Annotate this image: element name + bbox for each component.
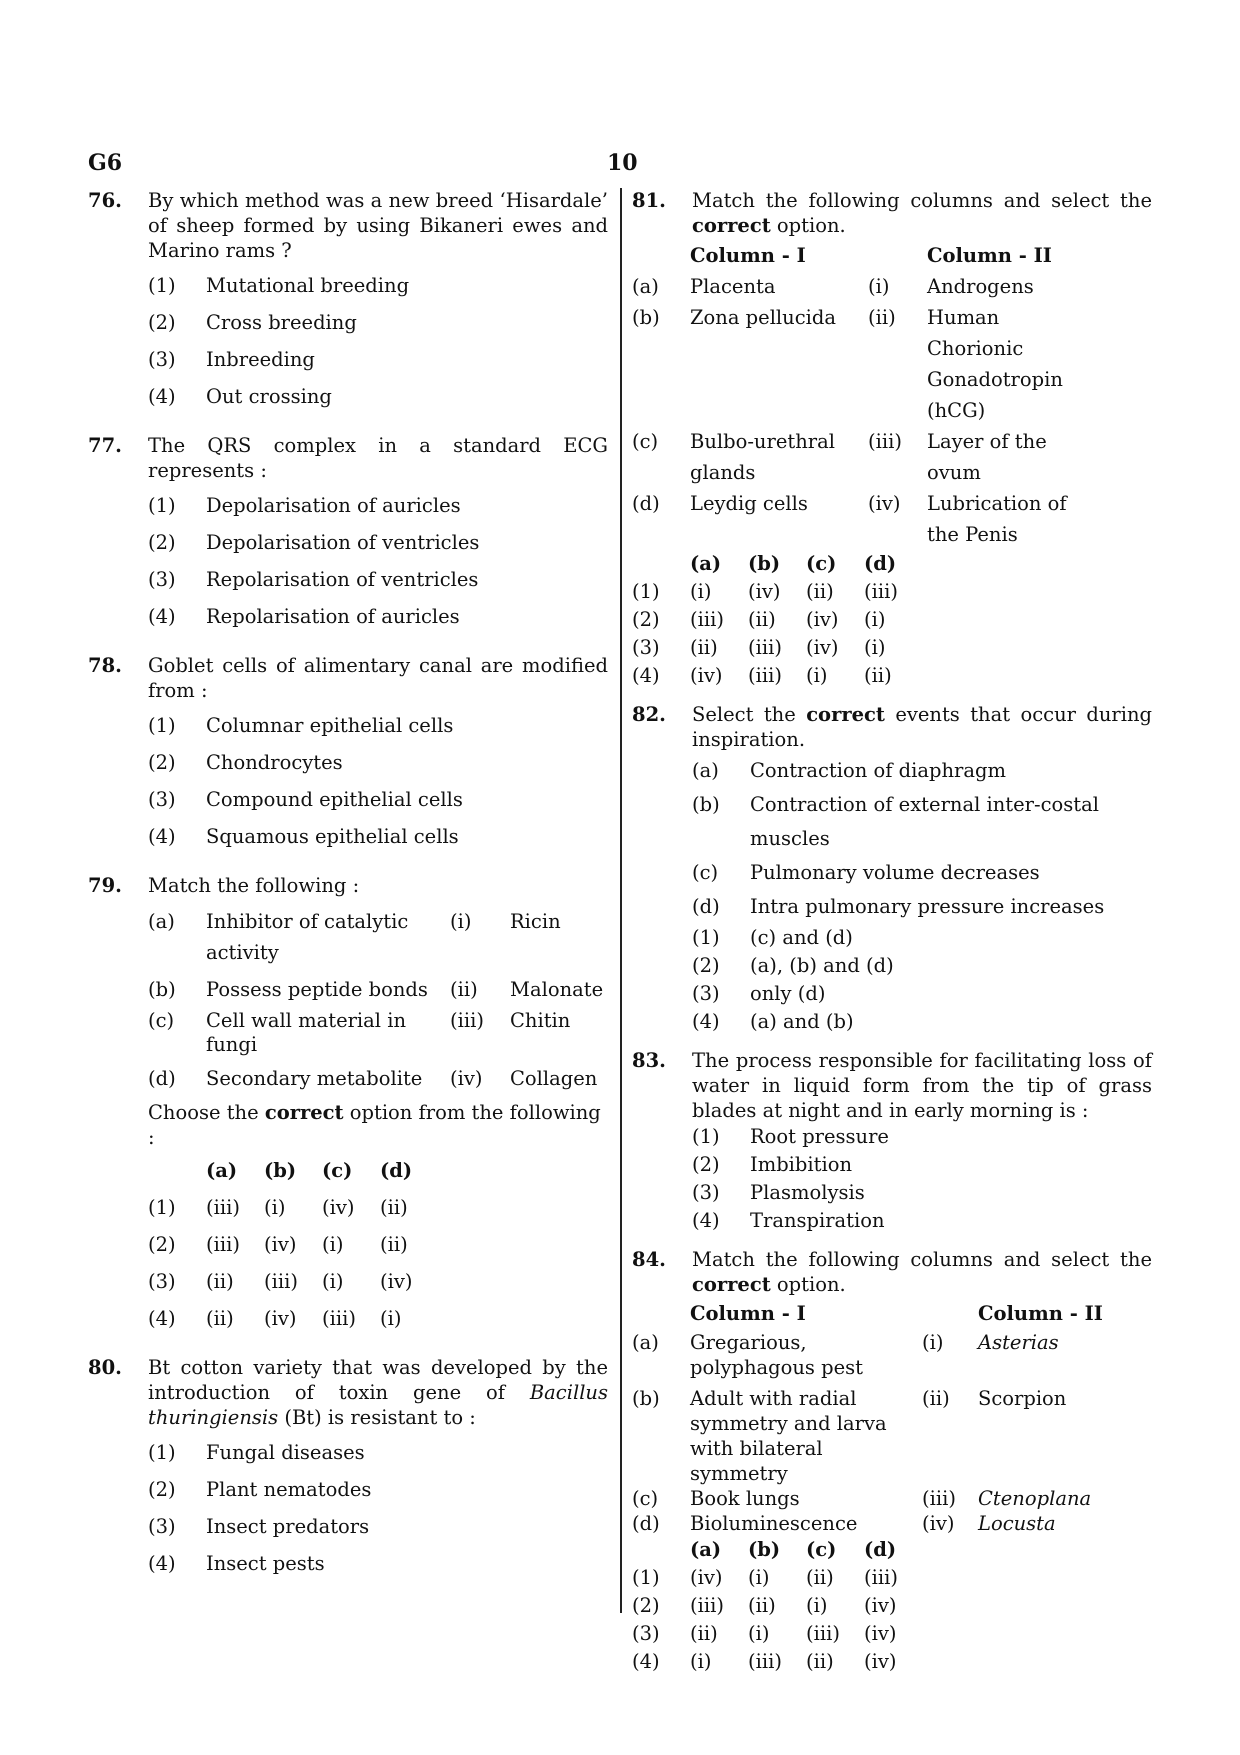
row-key2: (iv) — [868, 492, 901, 515]
option-key: (3) — [148, 568, 176, 591]
options — [148, 1434, 608, 1582]
option-key: (2) — [692, 1153, 720, 1176]
row-col1: Book lungs — [690, 1487, 800, 1510]
answer-value: (iv) — [322, 1196, 355, 1219]
option-key: (1) — [632, 580, 660, 603]
option-key: (2) — [148, 751, 176, 774]
answer-option[interactable] — [632, 1564, 922, 1592]
match-row — [632, 1511, 1103, 1536]
statement — [692, 856, 1152, 890]
question-text — [148, 1355, 608, 1430]
row-col1: Adult with radial symmetry and larva with bilateral symmetry — [690, 1387, 887, 1485]
option[interactable] — [148, 1471, 608, 1508]
answer-option[interactable] — [632, 1648, 922, 1676]
match-row — [632, 1486, 1103, 1511]
answer-head: (d) — [864, 552, 897, 575]
answer-value: (ii) — [206, 1270, 234, 1293]
match-row — [632, 1383, 1103, 1486]
question-76 — [88, 188, 608, 415]
row-key2: (ii) — [868, 306, 896, 329]
question-number: 82. — [632, 703, 666, 726]
option-key: (3) — [148, 1515, 176, 1538]
right-column — [632, 188, 1152, 1694]
option-text: Squamous epithelial cells — [206, 825, 459, 848]
match-table — [632, 1301, 1103, 1536]
option-text: Cross breeding — [206, 311, 357, 334]
question-text-part: option. — [770, 214, 846, 237]
option-key: (2) — [692, 954, 720, 977]
row-key2: (iv) — [922, 1512, 955, 1535]
answer-header-row — [632, 550, 922, 578]
answer-value: (i) — [748, 1566, 770, 1589]
match-table — [148, 906, 603, 1094]
row-col2: Chitin — [510, 1009, 571, 1032]
statement-text: Intra pulmonary pressure increases — [750, 895, 1105, 918]
row-col1: Possess peptide bonds — [206, 978, 428, 1001]
row-col2: Androgens — [927, 275, 1034, 298]
row-key2: (ii) — [450, 978, 478, 1001]
option[interactable] — [148, 487, 608, 524]
option[interactable] — [148, 1545, 608, 1582]
option-text: Columnar epithelial cells — [206, 714, 454, 737]
option-text: Depolarisation of ventricles — [206, 531, 480, 554]
answer-value: (iii) — [206, 1233, 240, 1256]
answer-value: (iv) — [690, 1566, 723, 1589]
row-col1: Placenta — [690, 275, 776, 298]
answer-value: (i) — [748, 1622, 770, 1645]
question-number: 78. — [88, 654, 122, 677]
option[interactable] — [148, 561, 608, 598]
column-1-heading: Column - I — [690, 244, 806, 267]
option[interactable] — [148, 524, 608, 561]
option[interactable] — [148, 707, 608, 744]
answer-option[interactable] — [632, 578, 922, 606]
question-emphasis: correct — [692, 214, 771, 237]
answer-value: (ii) — [690, 636, 718, 659]
question-77 — [88, 433, 608, 635]
row-key2: (iii) — [868, 430, 902, 453]
answer-head: (d) — [380, 1159, 413, 1182]
answer-value: (iii) — [864, 1566, 898, 1589]
row-key: (b) — [632, 1387, 660, 1410]
option-text: Depolarisation of auricles — [206, 494, 461, 517]
answer-head: (a) — [690, 552, 722, 575]
option-text: Imbibition — [750, 1153, 853, 1176]
option-text: Chondrocytes — [206, 751, 343, 774]
answer-value: (iv) — [864, 1622, 897, 1645]
option-text: Compound epithelial cells — [206, 788, 463, 811]
answer-option[interactable] — [632, 662, 922, 690]
row-key: (d) — [148, 1067, 176, 1090]
option-key: (1) — [632, 1566, 660, 1589]
option-text: Root pressure — [750, 1125, 889, 1148]
answer-value: (iv) — [748, 580, 781, 603]
option-key: (4) — [148, 1307, 176, 1330]
match-row — [148, 906, 603, 968]
instruction-emphasis: correct — [264, 1101, 344, 1124]
question-text: By which method was a new breed ‘Hisardale’ of sheep formed by using Bikaneri ewes and Marino rams ? — [148, 189, 608, 262]
species-name: Bacillus thuringiensis — [148, 1381, 608, 1429]
question-text: Goblet cells of alimentary canal are modified from : — [148, 654, 608, 702]
instruction-text: option from the following : — [148, 1101, 601, 1149]
answer-value: (iii) — [748, 664, 782, 687]
answer-option[interactable] — [632, 634, 922, 662]
match-row — [632, 271, 1095, 302]
answer-value: (iv) — [806, 608, 839, 631]
answer-head: (b) — [264, 1159, 297, 1182]
option-key: (1) — [692, 926, 720, 949]
option-text: (a) and (b) — [750, 1010, 854, 1033]
column-divider — [620, 188, 622, 1613]
answer-header-row — [148, 1152, 438, 1189]
answer-value: (ii) — [690, 1622, 718, 1645]
option-text: Repolarisation of auricles — [206, 605, 460, 628]
option-key: (4) — [148, 825, 176, 848]
answer-value: (ii) — [864, 664, 892, 687]
instruction-text: Choose the — [148, 1101, 265, 1124]
row-col1: Bulbo-urethral glands — [690, 430, 835, 484]
row-key: (c) — [148, 1009, 175, 1032]
row-col1: Leydig cells — [690, 492, 808, 515]
option[interactable] — [148, 744, 608, 781]
option[interactable] — [148, 1508, 608, 1545]
answer-value: (i) — [322, 1270, 344, 1293]
row-col2: Ricin — [510, 910, 561, 933]
option-text: Transpiration — [750, 1209, 885, 1232]
answer-value: (i) — [864, 608, 886, 631]
answer-head: (b) — [748, 552, 781, 575]
question-83 — [632, 1048, 1152, 1235]
answer-value: (iii) — [322, 1307, 356, 1330]
match-row — [148, 1057, 603, 1094]
option-key: (3) — [632, 636, 660, 659]
answer-value: (i) — [380, 1307, 402, 1330]
answer-option[interactable] — [632, 1592, 922, 1620]
choose-instruction — [148, 1100, 608, 1150]
answer-value: (i) — [864, 636, 886, 659]
answer-value: (i) — [690, 580, 712, 603]
question-text: The process responsible for facilitating loss of water in liquid form from the tip of grass blades at night and in early morning is : — [692, 1049, 1152, 1122]
left-column — [88, 188, 608, 1600]
option[interactable] — [148, 341, 608, 378]
row-col1: Secondary metabolite — [206, 1067, 423, 1090]
question-number: 81. — [632, 189, 666, 212]
row-key2: (i) — [868, 275, 890, 298]
column-2-heading: Column - II — [927, 244, 1052, 267]
option-text: Insect pests — [206, 1552, 325, 1575]
answer-value: (iii) — [690, 1594, 724, 1617]
match-row — [148, 1005, 603, 1057]
option-key: (2) — [148, 531, 176, 554]
question-number: 80. — [88, 1356, 122, 1379]
statement-key: (b) — [692, 793, 720, 816]
question-number: 76. — [88, 189, 122, 212]
paper-code: G6 — [88, 150, 123, 176]
answer-value: (iii) — [264, 1270, 298, 1293]
question-text-part: Bt cotton variety that was developed by the introduction of toxin gene of — [148, 1356, 608, 1404]
row-col1: Gregarious, polyphagous pest — [690, 1331, 863, 1379]
row-key: (d) — [632, 1512, 660, 1535]
answer-option[interactable] — [148, 1263, 438, 1300]
match-header-row — [632, 240, 1095, 271]
answer-value: (iv) — [380, 1270, 413, 1293]
row-col2: Human Chorionic Gonadotropin (hCG) — [927, 306, 1063, 422]
option-key: (4) — [148, 1552, 176, 1575]
row-col2: Ctenoplana — [978, 1487, 1092, 1510]
option-key: (1) — [692, 1125, 720, 1148]
option-key: (4) — [148, 385, 176, 408]
option-key: (3) — [632, 1622, 660, 1645]
question-text-part: events that occur during inspiration. — [692, 703, 1152, 751]
option[interactable] — [692, 980, 1152, 1008]
answer-head: (d) — [864, 1538, 897, 1561]
option-text: Fungal diseases — [206, 1441, 365, 1464]
statement-text: Contraction of diaphragm — [750, 759, 1006, 782]
page-number: 10 — [607, 150, 638, 176]
match-row — [632, 426, 1095, 488]
row-key: (c) — [632, 1487, 659, 1510]
option[interactable] — [692, 1179, 1152, 1207]
answer-value: (iv) — [864, 1594, 897, 1617]
question-emphasis: correct — [806, 703, 885, 726]
statement — [692, 890, 1152, 924]
answer-option[interactable] — [632, 1620, 922, 1648]
answer-value: (i) — [322, 1233, 344, 1256]
option[interactable] — [148, 304, 608, 341]
answer-grid — [632, 1536, 922, 1676]
row-col1: Bioluminescence — [690, 1512, 858, 1535]
answer-head: (c) — [322, 1159, 353, 1182]
statement-key: (c) — [692, 861, 719, 884]
question-number: 77. — [88, 434, 122, 457]
option-text: Inbreeding — [206, 348, 315, 371]
match-header-row — [632, 1301, 1103, 1330]
option-key: (4) — [632, 1650, 660, 1673]
answer-value: (iii) — [748, 1650, 782, 1673]
answer-value: (ii) — [806, 1650, 834, 1673]
option-key: (1) — [148, 494, 176, 517]
question-text-part: (Bt) is resistant to : — [278, 1406, 476, 1429]
option[interactable] — [692, 1123, 1152, 1151]
answer-value: (iii) — [806, 1622, 840, 1645]
answer-value: (iv) — [806, 636, 839, 659]
option-key: (3) — [148, 348, 176, 371]
match-row — [148, 968, 603, 1005]
option[interactable] — [692, 1151, 1152, 1179]
question-text — [692, 1247, 1152, 1297]
answer-head: (a) — [206, 1159, 238, 1182]
question-text-part: Match the following columns and select the — [692, 189, 1152, 212]
answer-value: (ii) — [806, 1566, 834, 1589]
question-text: Match the following : — [148, 874, 360, 897]
options — [692, 924, 1152, 1036]
answer-value: (i) — [806, 1594, 828, 1617]
option-text: (a), (b) and (d) — [750, 954, 894, 977]
answer-grid — [148, 1152, 438, 1337]
answer-head: (c) — [806, 552, 837, 575]
answer-value: (i) — [264, 1196, 286, 1219]
option[interactable] — [148, 1434, 608, 1471]
answer-value: (iv) — [264, 1307, 297, 1330]
row-key: (a) — [632, 275, 659, 298]
options — [148, 487, 608, 635]
row-col2: Layer of the ovum — [927, 430, 1047, 484]
answer-value: (iii) — [748, 636, 782, 659]
row-key2: (iii) — [450, 1009, 484, 1032]
answer-option[interactable] — [148, 1189, 438, 1226]
question-number: 79. — [88, 874, 122, 897]
option-key: (4) — [692, 1010, 720, 1033]
option-key: (2) — [632, 1594, 660, 1617]
row-key: (d) — [632, 492, 660, 515]
row-key: (c) — [632, 430, 659, 453]
option[interactable] — [148, 818, 608, 855]
option-text: only (d) — [750, 982, 826, 1005]
option-key: (2) — [148, 1233, 176, 1256]
question-emphasis: correct — [692, 1273, 771, 1296]
match-table — [632, 240, 1095, 550]
row-col2: Scorpion — [978, 1387, 1067, 1410]
row-col2: Locusta — [978, 1512, 1056, 1535]
answer-value: (iv) — [264, 1233, 297, 1256]
question-number: 84. — [632, 1248, 666, 1271]
statement-key: (d) — [692, 895, 720, 918]
answer-option[interactable] — [632, 606, 922, 634]
question-text-part: option. — [770, 1273, 846, 1296]
option-key: (3) — [148, 788, 176, 811]
option-key: (2) — [148, 1478, 176, 1501]
column-2-heading: Column - II — [978, 1302, 1103, 1325]
option-key: (1) — [148, 714, 176, 737]
row-key2: (iv) — [450, 1067, 483, 1090]
option-text: Insect predators — [206, 1515, 370, 1538]
answer-value: (ii) — [748, 608, 776, 631]
option-text: (c) and (d) — [750, 926, 853, 949]
statement-text: Contraction of external inter-costal muscles — [750, 793, 1099, 850]
answer-value: (iv) — [864, 1650, 897, 1673]
option-key: (2) — [632, 608, 660, 631]
option-text: Plant nematodes — [206, 1478, 372, 1501]
question-82 — [632, 702, 1152, 1036]
option[interactable] — [148, 267, 608, 304]
answer-value: (iii) — [690, 608, 724, 631]
option-key: (4) — [632, 664, 660, 687]
answer-value: (iv) — [690, 664, 723, 687]
option-key: (1) — [148, 274, 176, 297]
answer-head: (a) — [690, 1538, 722, 1561]
row-key: (b) — [148, 978, 176, 1001]
option-key: (4) — [148, 605, 176, 628]
answer-value: (iii) — [206, 1196, 240, 1219]
question-84 — [632, 1247, 1152, 1676]
option-text: Repolarisation of ventricles — [206, 568, 479, 591]
option[interactable] — [148, 598, 608, 635]
answer-head: (c) — [806, 1538, 837, 1561]
row-key2: (i) — [450, 910, 472, 933]
statement — [692, 788, 1152, 856]
row-key2: (i) — [922, 1331, 944, 1354]
row-col2: Asterias — [978, 1331, 1059, 1354]
statement-key: (a) — [692, 759, 719, 782]
match-row — [632, 302, 1095, 426]
statement — [692, 754, 1152, 788]
answer-option[interactable] — [148, 1226, 438, 1263]
question-80 — [88, 1355, 608, 1582]
option[interactable] — [692, 1008, 1152, 1036]
option-key: (3) — [692, 1181, 720, 1204]
row-col2: Collagen — [510, 1067, 598, 1090]
row-col2: Lubrication of the Penis — [927, 492, 1067, 546]
option-text: Mutational breeding — [206, 274, 410, 297]
answer-option[interactable] — [148, 1300, 438, 1337]
question-text — [692, 702, 1152, 752]
row-key: (a) — [148, 910, 175, 933]
option[interactable] — [692, 1207, 1152, 1235]
row-col2: Malonate — [510, 978, 604, 1001]
answer-value: (i) — [806, 664, 828, 687]
option-key: (3) — [148, 1270, 176, 1293]
question-text-part: Select the — [692, 703, 807, 726]
question-number: 83. — [632, 1049, 666, 1072]
options — [692, 1123, 1152, 1235]
answer-value: (ii) — [206, 1307, 234, 1330]
question-79 — [88, 873, 608, 1337]
statements — [692, 754, 1152, 924]
answer-value: (ii) — [380, 1196, 408, 1219]
option-key: (3) — [692, 982, 720, 1005]
option[interactable] — [148, 378, 608, 415]
answer-value: (iii) — [864, 580, 898, 603]
question-text-part: Match the following columns and select the — [692, 1248, 1152, 1271]
answer-value: (ii) — [380, 1233, 408, 1256]
row-key2: (iii) — [922, 1487, 956, 1510]
answer-grid — [632, 550, 922, 690]
answer-header-row — [632, 1536, 922, 1564]
option-key: (1) — [148, 1196, 176, 1219]
row-key: (b) — [632, 306, 660, 329]
row-key: (a) — [632, 1331, 659, 1354]
option[interactable] — [692, 952, 1152, 980]
answer-head: (b) — [748, 1538, 781, 1561]
option[interactable] — [148, 781, 608, 818]
question-text: The QRS complex in a standard ECG represents : — [148, 434, 608, 482]
question-78 — [88, 653, 608, 855]
match-row — [632, 488, 1095, 550]
option[interactable] — [692, 924, 1152, 952]
answer-value: (ii) — [806, 580, 834, 603]
row-key2: (ii) — [922, 1387, 950, 1410]
row-col1: Cell wall material in fungi — [206, 1009, 407, 1056]
options — [148, 707, 608, 855]
answer-value: (ii) — [748, 1594, 776, 1617]
row-col1: Zona pellucida — [690, 306, 836, 329]
question-81 — [632, 188, 1152, 690]
statement-text: Pulmonary volume decreases — [750, 861, 1040, 884]
options — [148, 267, 608, 415]
row-col1: Inhibitor of catalytic activity — [206, 910, 409, 964]
answer-value: (i) — [690, 1650, 712, 1673]
option-text: Out crossing — [206, 385, 332, 408]
option-key: (4) — [692, 1209, 720, 1232]
match-row — [632, 1330, 1103, 1383]
question-text — [692, 188, 1152, 238]
column-1-heading: Column - I — [690, 1302, 806, 1325]
option-text: Plasmolysis — [750, 1181, 865, 1204]
option-key: (2) — [148, 311, 176, 334]
option-key: (1) — [148, 1441, 176, 1464]
